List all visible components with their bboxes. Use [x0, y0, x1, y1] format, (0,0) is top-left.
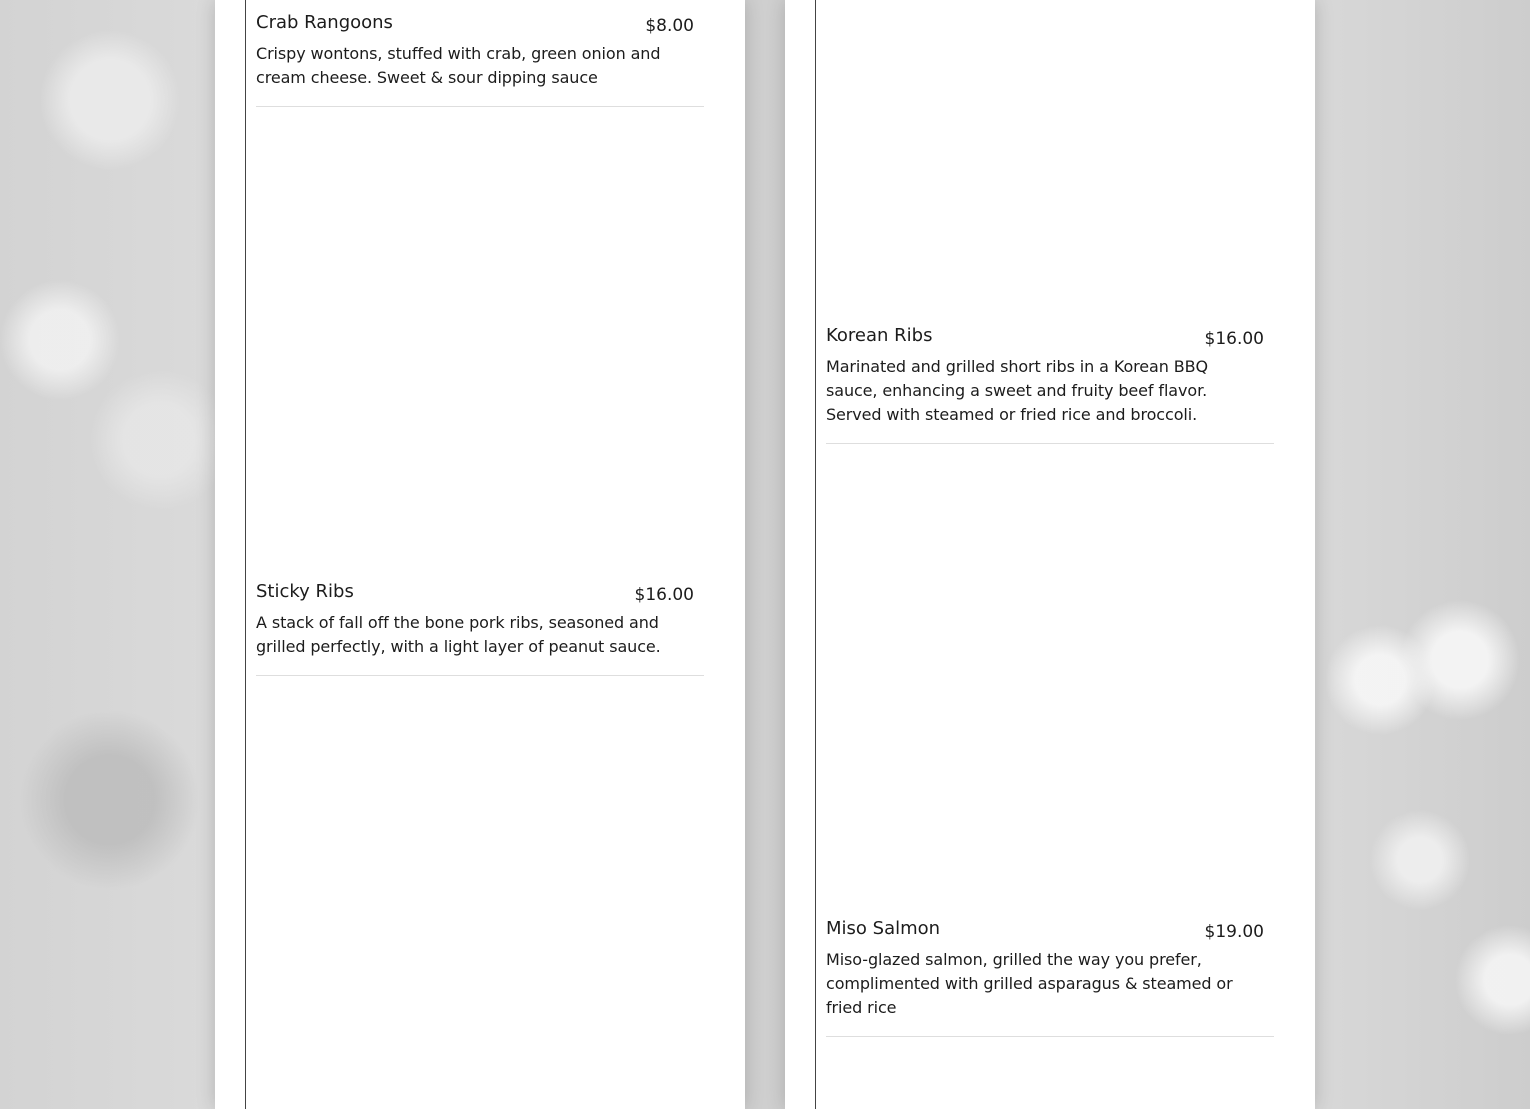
menu-item-name: Korean Ribs: [826, 325, 933, 346]
menu-item-sticky-ribs[interactable]: [256, 579, 704, 676]
menu-item-description: Miso-glazed salmon, grilled the way you prefer, complimented with grilled asparagus & steamed or fried rice: [826, 950, 1233, 1017]
menu-item-header: [826, 323, 1274, 352]
menu-item-description: Marinated and grilled short ribs in a Korean BBQ sauce, enhancing a sweet and fruity beef flavor. Served with steamed or fried rice and broccoli.: [826, 357, 1208, 424]
menu-item-korean-ribs[interactable]: [826, 323, 1274, 444]
menu-item-price: $8.00: [645, 16, 694, 36]
menu-item-header: [256, 10, 704, 39]
menu-item-header: [256, 579, 704, 608]
menu-item-name: Crab Rangoons: [256, 12, 393, 33]
menu-item-name: Sticky Ribs: [256, 581, 354, 602]
menu-item-header: [826, 916, 1274, 945]
menu-item-description: A stack of fall off the bone pork ribs, seasoned and grilled perfectly, with a light layer of peanut sauce.: [256, 613, 661, 656]
menu-item-name: Miso Salmon: [826, 918, 941, 939]
menu-panel-left: [215, 0, 745, 1109]
menu-item-description: Crispy wontons, stuffed with crab, green onion and cream cheese. Sweet & sour dipping sauce: [256, 44, 661, 87]
menu-panel-right: [785, 0, 1315, 1109]
panel-divider: [245, 0, 246, 1109]
menu-item-price: $19.00: [1204, 922, 1264, 942]
panel-divider: [815, 0, 816, 1109]
menu-item-crab-rangoons[interactable]: [256, 10, 704, 107]
menu-item-price: $16.00: [634, 585, 694, 605]
menu-item-miso-salmon[interactable]: [826, 916, 1274, 1037]
menu-item-price: $16.00: [1204, 329, 1264, 349]
